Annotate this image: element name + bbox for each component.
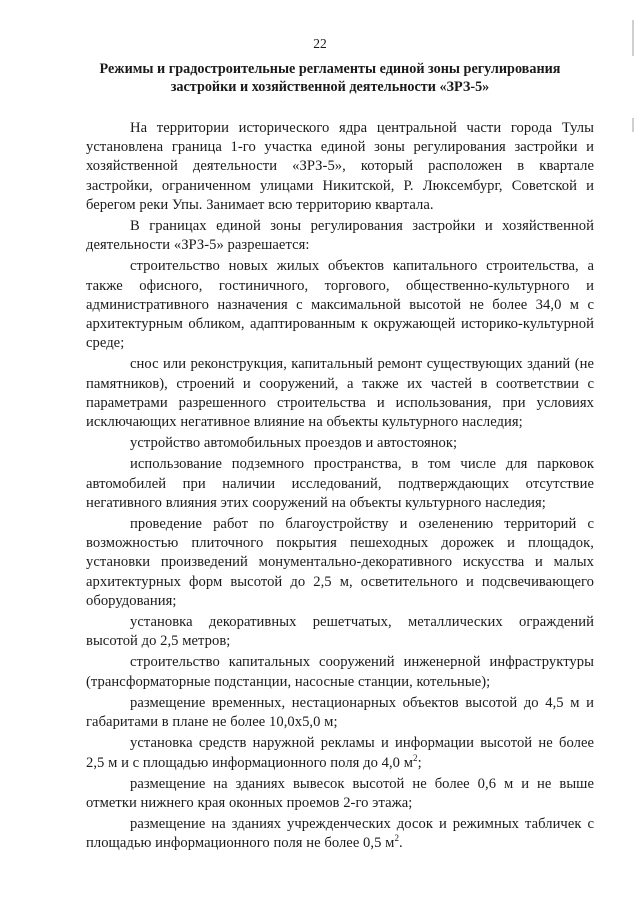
superscript-2: 2 bbox=[394, 833, 399, 844]
section-title bbox=[60, 60, 600, 96]
section-title-line-1: Режимы и градостроительные регламенты единой зоны регулирования bbox=[99, 61, 561, 77]
document-body bbox=[86, 119, 594, 854]
plaques-text: размещение на зданиях учрежденческих досок и режимных табличек с площадью информационного поля не более 0,5 м bbox=[86, 816, 594, 852]
list-item-demolition-reconstruction: снос или реконструкция, капитальный ремонт существующих зданий (не памятников), строений и сооружений, а также их частей в соответствии с параметрами разрешенного строительства и использования, при условиях исключающих негативное влияние на объекты культурного наследия; bbox=[86, 356, 594, 431]
list-item-underground-space: использование подземного пространства, в том числе для парковок автомобилей при наличии исследований, подтверждающих отсутствие негативного влияния этих сооружений на объекты культурного наследия; bbox=[86, 456, 594, 511]
list-item-signboards: размещение на зданиях вывесок высотой не более 0,6 м и не выше отметки нижнего края оконных проемов 2-го этажа; bbox=[86, 775, 594, 811]
list-item-driveways-parking: устройство автомобильных проездов и автостоянок; bbox=[130, 435, 458, 452]
list-item-outdoor-advertising bbox=[86, 734, 594, 772]
list-item-decorative-fences: установка декоративных решетчатых, металлических ограждений высотой до 2,5 метров; bbox=[86, 614, 594, 650]
page-number: 22 bbox=[313, 36, 327, 51]
list-item-temporary-objects: размещение временных, нестационарных объектов высотой до 4,5 м и габаритами в плане не более 10,0х5,0 м; bbox=[86, 694, 594, 731]
semicolon: ; bbox=[417, 754, 422, 771]
scan-edge-mark bbox=[632, 20, 634, 56]
list-item-engineering-infrastructure: строительство капитальных сооружений инженерной инфраструктуры (трансформаторные подстанции, насосные станции, котельные); bbox=[86, 654, 594, 690]
paragraph-intro: На территории исторического ядра центральной части города Тулы установлена граница 1-го участка единой зоны регулирования застройки и хозяйственной деятельности «ЗРЗ-5», который расположен в квартале застройки, ограниченном улицами Никитской, Р. Люксембург, Советской и берегом реки Упы. Занимает всю территорию квартала. bbox=[86, 120, 594, 213]
superscript-2: 2 bbox=[413, 752, 418, 763]
scan-edge-mark bbox=[632, 118, 634, 132]
list-item-landscaping: проведение работ по благоустройству и озеленению территорий с возможностью плиточного покрытия пешеходных дорожек и площадок, установки произведений монументально-декоративного искусства и малых архитектурных форм высотой до 2,5 м, осветительного и подсвечивающего оборудования; bbox=[86, 516, 594, 609]
list-item-new-construction: строительство новых жилых объектов капитального строительства, а также офисного, гостиничного, торгового, общественно-культурного и административного назначения с максимальной высотой не более 34,0 м с архитектурным обликом, адаптированным к окружающей историко-культурной среде; bbox=[86, 258, 594, 352]
section-title-line-2: застройки и хозяйственной деятельности «ЗРЗ-5» bbox=[170, 79, 490, 95]
final-period: . bbox=[399, 835, 403, 852]
list-item-plaques bbox=[86, 815, 594, 853]
paragraph-permitted-lead: В границах единой зоны регулирования застройки и хозяйственной деятельности «ЗРЗ-5» разрешается: bbox=[86, 218, 594, 254]
outdoor-advertising-text: установка средств наружной рекламы и информации высотой не более 2,5 м и с площадью информационного поля до 4,0 м bbox=[86, 735, 594, 771]
